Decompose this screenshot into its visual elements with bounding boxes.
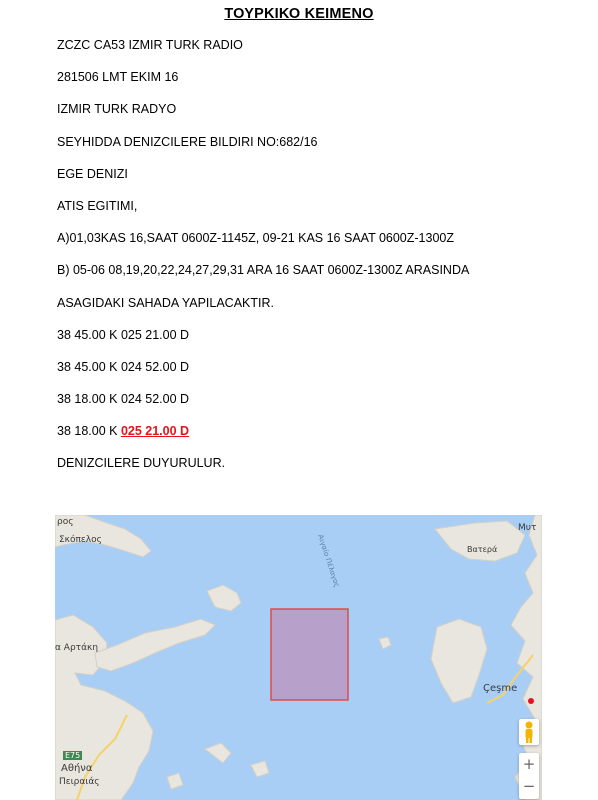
text-line: SEYHIDDA DENIZCILERE BILDIRI NO:682/16 xyxy=(57,134,318,149)
text-line: ZCZC CA53 IZMIR TURK RADIO xyxy=(57,38,243,52)
pegman-icon xyxy=(519,719,539,745)
zoom-controls xyxy=(519,753,539,799)
exercise-area-rectangle xyxy=(271,609,348,700)
map-canvas xyxy=(55,515,542,800)
land-skyros xyxy=(207,585,241,611)
map-label: α Αρτάκη xyxy=(55,643,99,653)
map-label: Σκόπελος xyxy=(59,535,102,545)
land-psara xyxy=(379,637,391,649)
land-chios xyxy=(431,619,487,703)
text-line: ASAGIDAKI SAHADA YAPILACAKTIR. xyxy=(57,295,274,310)
road-badge: E75 xyxy=(65,751,81,760)
latitude-text: 38 18.00 K xyxy=(57,424,121,439)
land-cyclades xyxy=(167,743,269,789)
coordinate-line: 38 45.00 K 025 21.00 D xyxy=(57,327,190,342)
coordinate-line: 38 45.00 K 024 52.00 D xyxy=(57,359,190,374)
text-line: 281506 LMT EKIM 16 xyxy=(57,70,179,85)
map-label: ρος xyxy=(57,517,74,527)
text-line: ATIS EGITIMI, xyxy=(57,198,138,213)
text-line: EGE DENIZI xyxy=(57,166,128,181)
text-line: A)01,03KAS 16,SAAT 0600Z-1145Z, 09-21 KAS 16 SAAT 0600Z-1300Z xyxy=(57,231,454,246)
coordinate-line: 38 18.00 K 024 52.00 D xyxy=(57,392,190,407)
city-marker xyxy=(528,698,534,704)
map-view[interactable] xyxy=(55,515,542,800)
map-label: Çeşme xyxy=(483,683,518,694)
closing-line: DENIZCILERE DUYURULUR. xyxy=(57,456,226,471)
zoom-out-button[interactable]: − xyxy=(522,777,536,795)
land-euboea xyxy=(95,619,215,671)
map-label: Βατερά xyxy=(467,545,498,554)
map-label: Μυτ xyxy=(518,523,537,533)
map-label: Πειραιάς xyxy=(59,777,100,787)
pegman-icon[interactable] xyxy=(519,719,539,745)
coordinate-line xyxy=(57,423,469,455)
land-lesbos xyxy=(435,521,525,561)
sea-label: Αιγαίο Πέλαγος xyxy=(316,533,341,589)
message-text xyxy=(57,37,469,488)
map-label: Αθήνα xyxy=(61,763,93,774)
text-line: IZMIR TURK RADYO xyxy=(57,102,177,117)
zoom-in-button[interactable]: + xyxy=(522,755,536,773)
text-line: B) 05-06 08,19,20,22,24,27,29,31 ARA 16 SAAT 0600Z-1300Z ARASINDA xyxy=(57,263,470,278)
highlighted-longitude: 025 21.00 D xyxy=(120,424,190,439)
document-title: ΤΟΥΡΚΙΚΟ ΚΕΙΜΕΝΟ xyxy=(224,6,374,22)
